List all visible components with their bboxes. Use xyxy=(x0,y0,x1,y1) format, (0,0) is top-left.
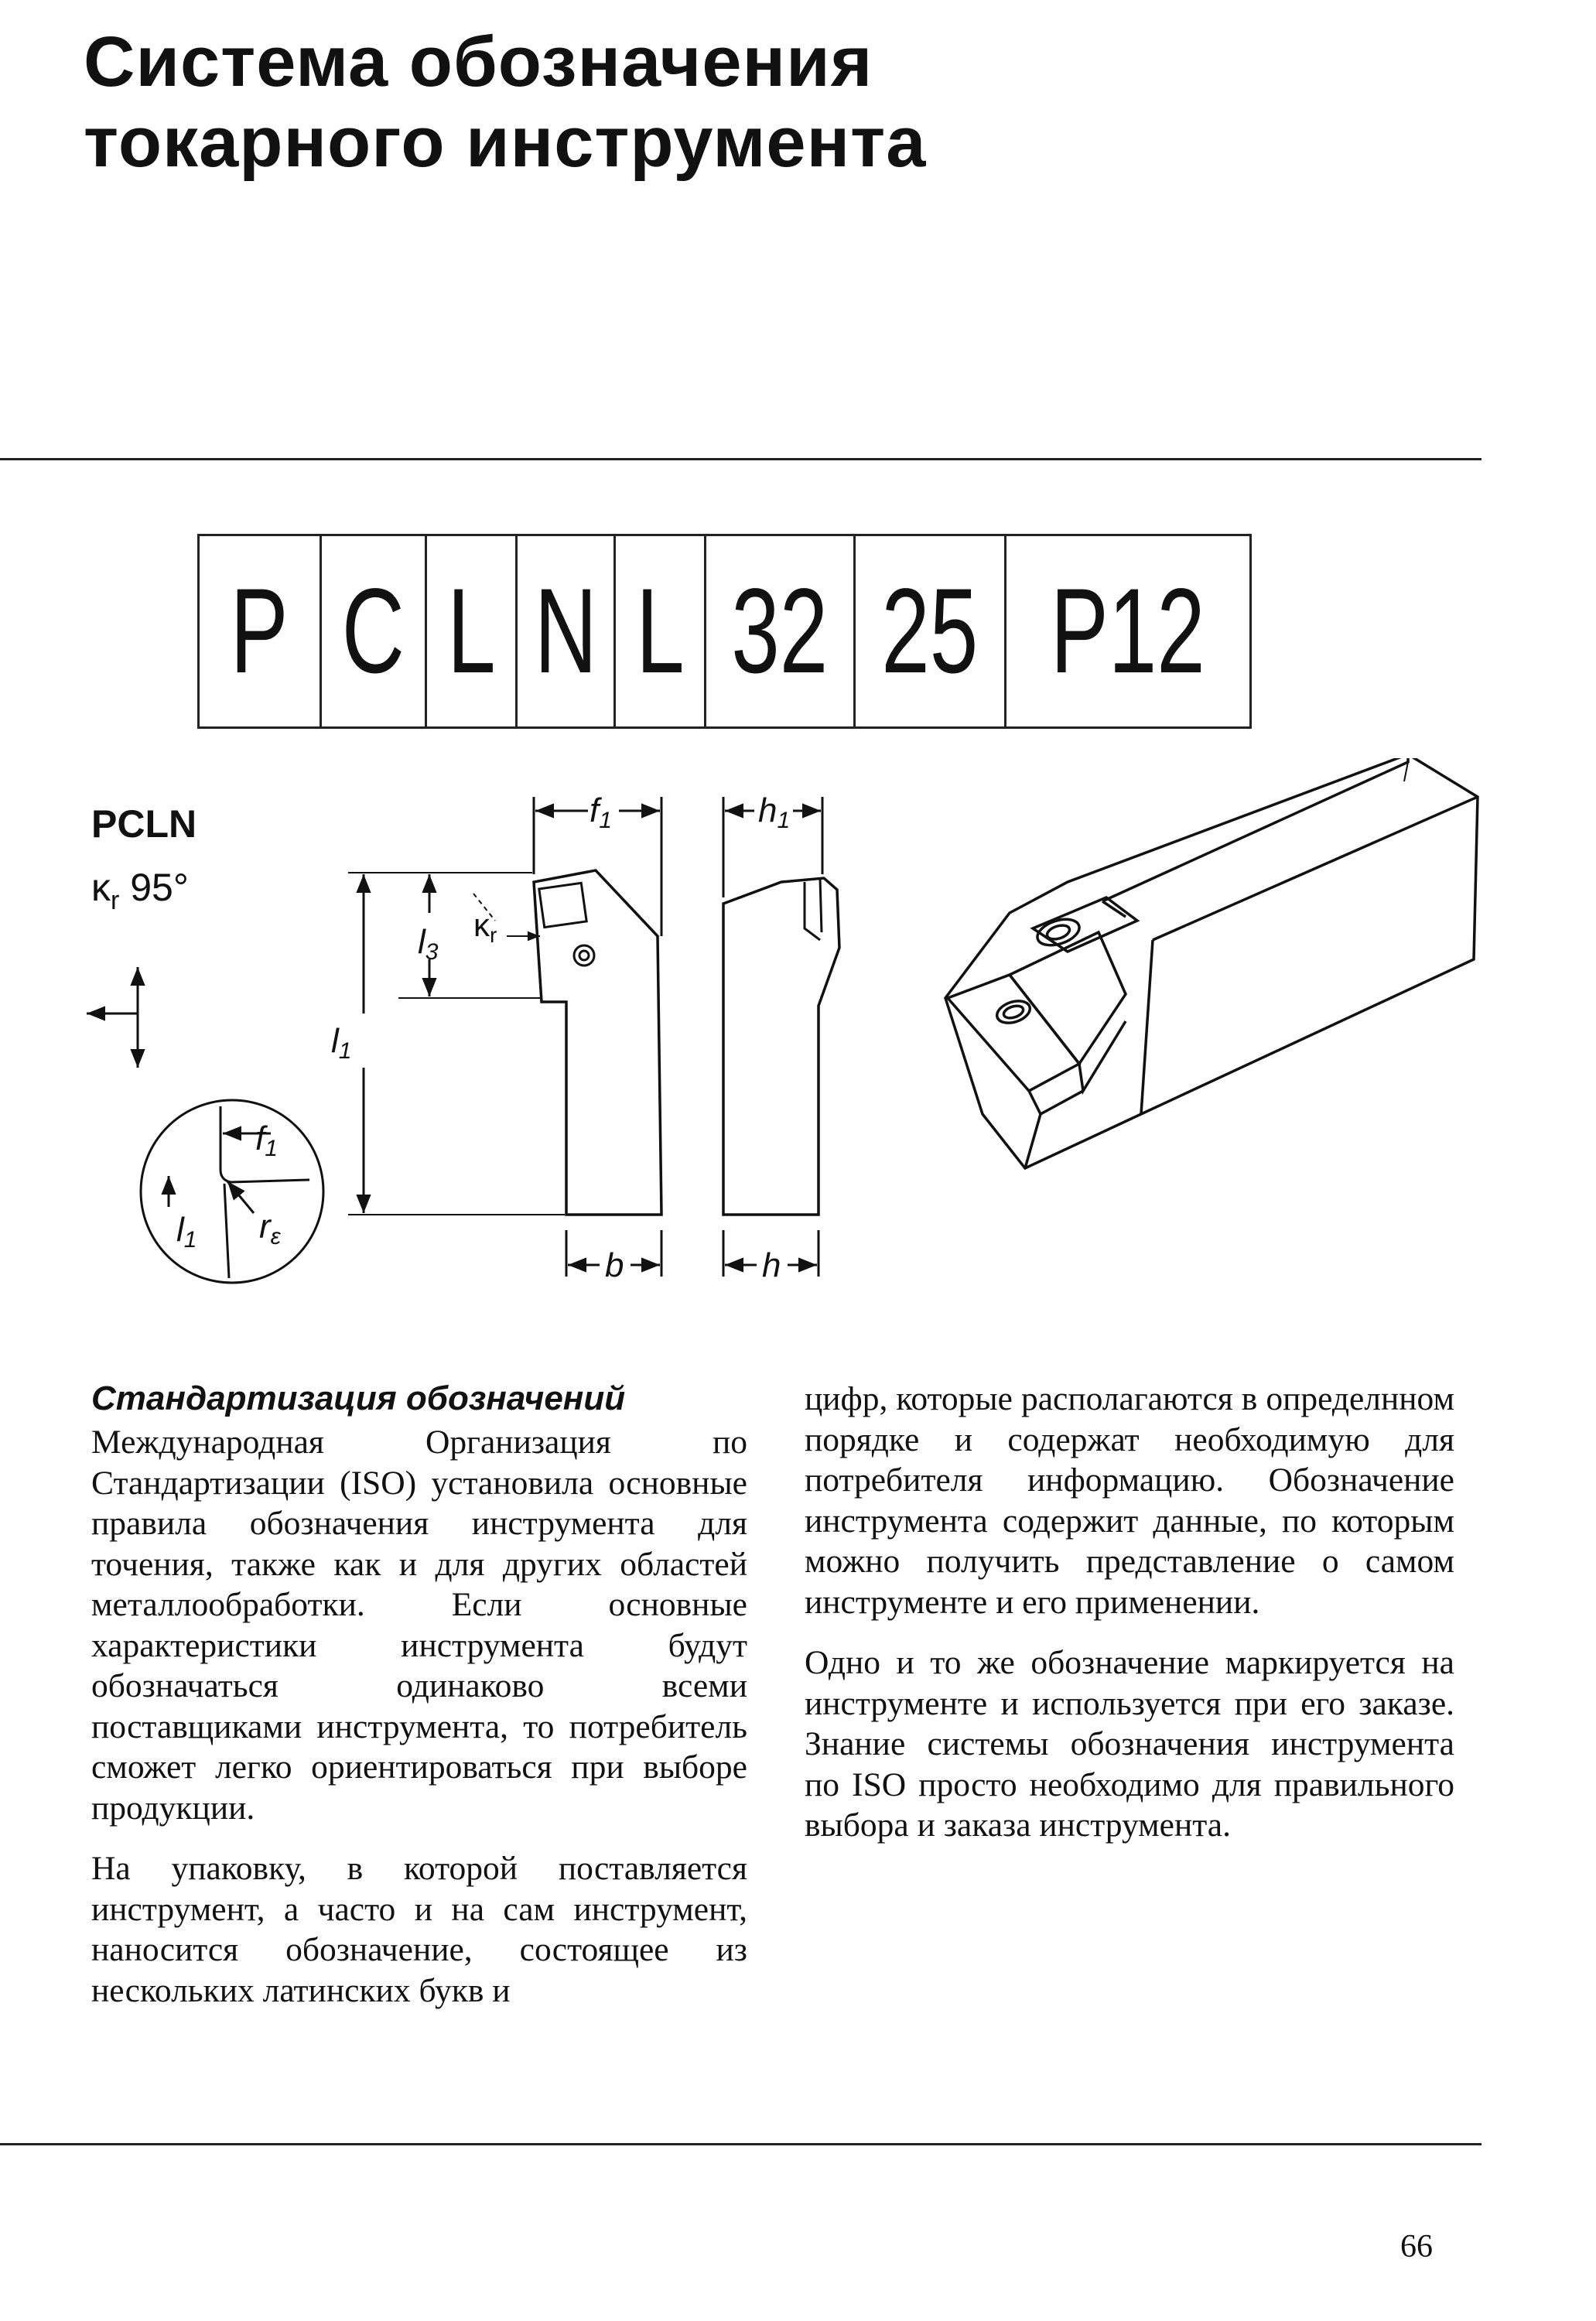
f1-dimension-label: f1 xyxy=(590,791,612,833)
code-cell-6: 32 xyxy=(706,536,856,726)
code-cell-8: P12 xyxy=(1051,563,1205,699)
kr-dimension-label: κr xyxy=(473,907,497,947)
tool-side-view xyxy=(723,791,839,1284)
code-cell-7: 25 xyxy=(856,536,1006,726)
page-number: 66 xyxy=(1400,2229,1433,2265)
detail-f1-label: f1 xyxy=(255,1119,278,1161)
kr-symbol: κ xyxy=(91,866,111,909)
tool-name-label: PCLN xyxy=(91,802,197,846)
l3-dimension-label: l3 xyxy=(418,923,439,965)
tool-top-view xyxy=(331,791,661,1284)
detail-re-label: rε xyxy=(259,1208,281,1249)
title-line-2: токарного инструмента xyxy=(84,103,927,182)
code-cell-1: P xyxy=(200,536,322,726)
h1-dimension-label: h1 xyxy=(758,791,791,833)
article-left-column xyxy=(91,1379,747,2031)
section-heading: Стандартизация обозначений xyxy=(91,1379,626,1417)
feed-direction-icon xyxy=(87,967,138,1068)
paragraph-2: На упаковку, в которой поставляется инструмент, а часто и на сам инструмент, наносится обозначение, состоящее из нескольких латинских букв и xyxy=(91,1850,747,2009)
paragraph-1: Международная Организация по Стандартизации (ISO) установила основные правила обозначения инструмента для точения, также как и для других областей металлообработки. Если основные характеристики инструмента будут обозначаться одинаково всеми поставщиками инструмента, то потребитель сможет легко ориентироваться при выборе продукции. xyxy=(91,1424,747,1827)
paragraph-3: цифр, которые располагаются в определнном порядке и содержат необходимую для потребителя информацию. Обозначение инструмента содержит данные, по которым можно получить представление о самом инструменте и его применении. xyxy=(805,1380,1454,1621)
article-right-column xyxy=(805,1379,1454,1866)
bottom-divider xyxy=(0,2143,1482,2145)
detail-l1-label: l1 xyxy=(176,1211,197,1253)
top-divider xyxy=(0,458,1482,460)
b-dimension-label: b xyxy=(605,1246,624,1284)
code-cell-4: N xyxy=(518,536,616,726)
designation-code-boxes xyxy=(197,534,1252,729)
code-cell-2: C xyxy=(322,536,427,726)
nose-radius-detail xyxy=(141,1100,323,1283)
kr-value: 95° xyxy=(130,866,189,909)
h-dimension-label: h xyxy=(762,1246,781,1284)
title-line-1: Система обозначения xyxy=(84,22,873,101)
code-cell-3: L xyxy=(427,536,518,726)
l1-dimension-label: l1 xyxy=(331,1022,352,1064)
tool-holder-drawing xyxy=(0,758,1596,1315)
code-cell-5: L xyxy=(616,536,706,726)
page-title xyxy=(84,22,926,183)
paragraph-4: Одно и то же обозначение маркируется на инструменте и используется при его заказе. Знание системы обозначения инструмента по ISO просто необходимо для правильного выбора и заказа инструмента. xyxy=(805,1644,1454,1844)
tool-isometric-view xyxy=(945,758,1478,1168)
kr-subscript: r xyxy=(111,886,120,915)
